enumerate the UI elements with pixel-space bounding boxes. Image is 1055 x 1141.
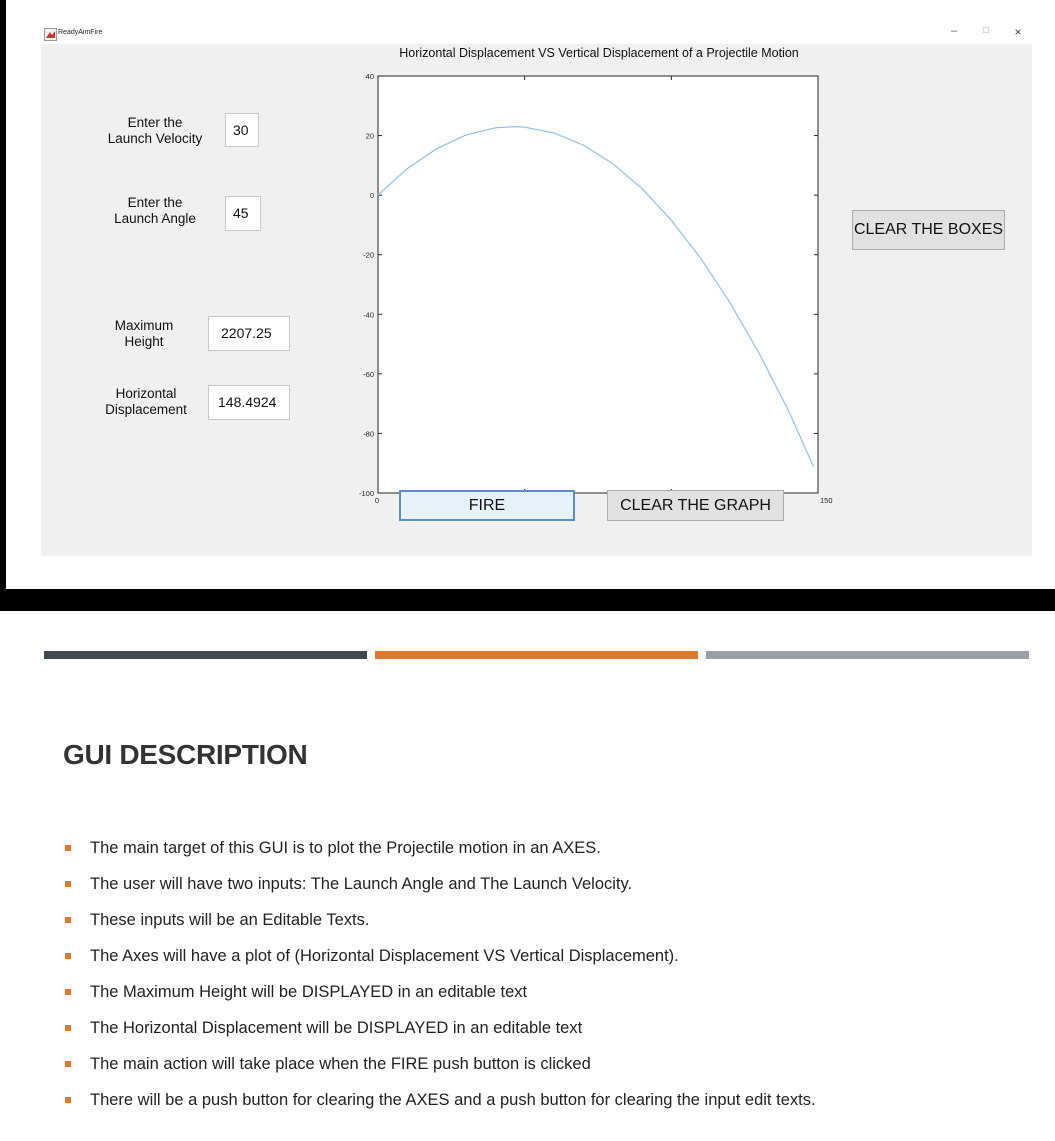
square-bullet-icon	[65, 881, 71, 887]
square-bullet-icon	[65, 1061, 71, 1067]
y-tick-label: -20	[363, 250, 374, 260]
slide-heading: GUI DESCRIPTION	[63, 739, 308, 770]
horizontal-displacement-label: Horizontal Displacement	[105, 386, 187, 417]
y-tick-label: -40	[363, 310, 374, 320]
clear-boxes-button[interactable]: CLEAR THE BOXES	[852, 210, 1005, 250]
square-bullet-icon	[65, 953, 71, 959]
y-tick-label: 0	[369, 191, 374, 201]
bullet-item	[63, 908, 1023, 944]
square-bullet-icon	[65, 917, 71, 923]
matlab-icon	[44, 28, 57, 41]
horizontal-displacement-field[interactable]: 148.4924	[208, 385, 290, 420]
y-tick-label: -80	[363, 429, 374, 439]
plot-axes	[340, 44, 860, 514]
accent-bar-orange	[375, 651, 698, 659]
bullet-text: The Axes will have a plot of (Horizontal Displacement VS Vertical Displacement).	[90, 947, 679, 965]
bullet-text: The user will have two inputs: The Launch Angle and The Launch Velocity.	[90, 875, 633, 893]
bullet-item	[63, 1016, 1023, 1052]
y-tick-label: -100	[358, 489, 374, 498]
square-bullet-icon	[65, 1097, 71, 1103]
bullet-item	[63, 944, 1023, 980]
bullet-item	[63, 872, 1023, 908]
max-height-field[interactable]: 2207.25	[208, 316, 290, 351]
angle-input[interactable]: 45	[225, 196, 261, 231]
y-tick-label: 40	[365, 72, 374, 81]
bullet-text: The Horizontal Displacement will be DISPLAYED in an editable text	[90, 1019, 583, 1037]
separator-band	[0, 589, 1055, 611]
accent-bar-gray	[706, 651, 1029, 659]
bullet-text: These inputs will be an Editable Texts.	[90, 911, 370, 929]
plot-title: Horizontal Displacement VS Vertical Displacement of a Projectile Motion	[399, 46, 799, 60]
clear-graph-button[interactable]: CLEAR THE GRAPH	[607, 490, 784, 521]
square-bullet-icon	[65, 989, 71, 995]
bullet-item	[63, 1052, 1023, 1088]
angle-label: Enter the Launch Angle	[114, 195, 196, 226]
bullet-list	[63, 836, 1023, 1124]
maximize-icon[interactable]: □	[982, 25, 990, 36]
square-bullet-icon	[65, 845, 71, 851]
bullet-text: There will be a push button for clearing the AXES and a push button for clearing the input edit texts.	[90, 1091, 816, 1109]
fire-button[interactable]: FIRE	[399, 490, 575, 521]
close-icon[interactable]: ×	[1014, 25, 1022, 39]
y-tick-label: 20	[365, 131, 374, 141]
bullet-text: The main action will take place when the FIRE push button is clicked	[90, 1055, 591, 1073]
max-height-label: Maximum Height	[114, 318, 174, 349]
accent-bar-dark	[44, 651, 367, 659]
y-tick-label: -60	[363, 369, 374, 379]
square-bullet-icon	[65, 1025, 71, 1031]
x-tick-label: 150	[820, 496, 833, 505]
bullet-item	[63, 836, 1023, 872]
bullet-text: The main target of this GUI is to plot the Projectile motion in an AXES.	[90, 839, 601, 857]
axes-area	[378, 76, 818, 493]
bullet-item	[63, 980, 1023, 1016]
minimize-icon[interactable]: –	[950, 25, 958, 37]
bullet-text: The Maximum Height will be DISPLAYED in an editable text	[90, 983, 528, 1001]
window-title: ReadyAimFire	[58, 29, 103, 36]
x-tick-label: 0	[374, 496, 380, 505]
velocity-input[interactable]: 30	[225, 113, 259, 147]
bullet-item	[63, 1088, 1023, 1124]
velocity-label: Enter the Launch Velocity	[107, 115, 203, 146]
screen-edge	[0, 0, 6, 590]
